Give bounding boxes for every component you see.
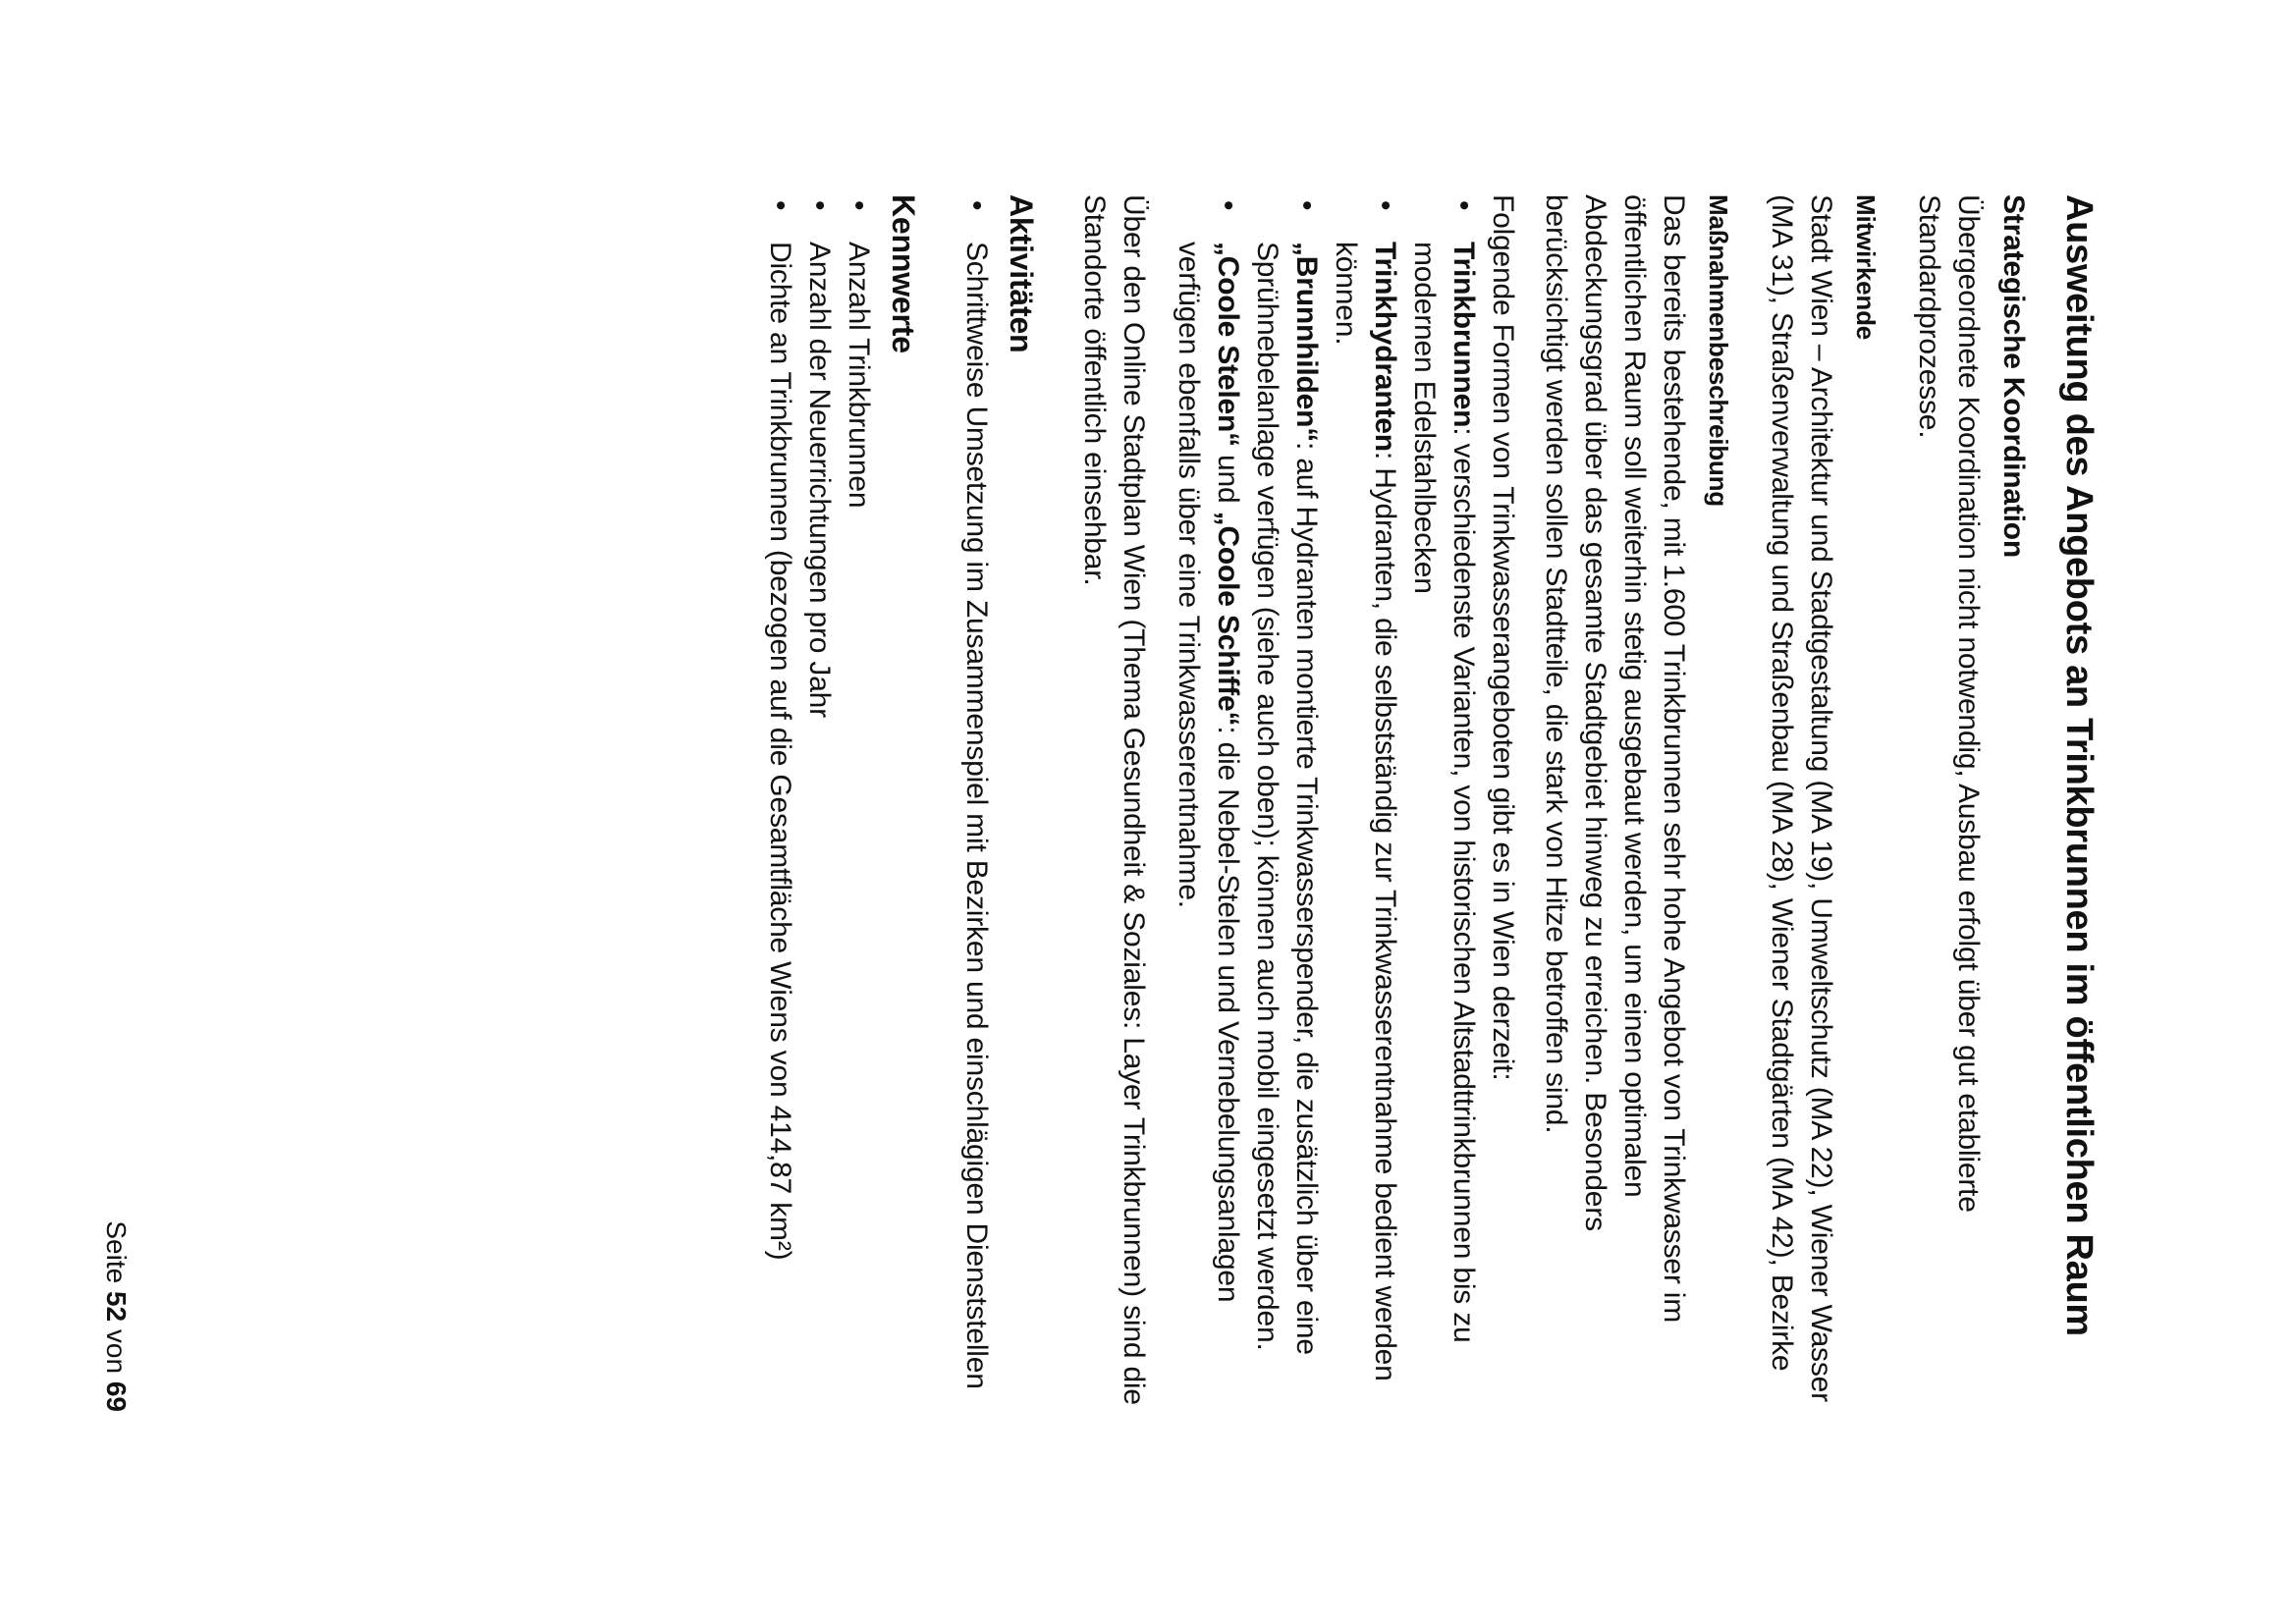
item-term: Trinkbrunnen [1447,242,1480,428]
item-text: Anzahl der Neuerrichtungen pro Jahr [803,242,836,718]
list-item [1404,194,1483,1412]
participants-heading: Mitwirkende [1851,194,1881,341]
bullet-icon: • [764,200,796,211]
item-text: : die Nebel-Stelen und Vernebelungsanlagen verfügen ebenfalls über eine Trinkwasserentnahme. [1173,242,1244,1303]
item-text: : verschiedenste Varianten, von historischen Altstadttrinkbrunnen bis zu modernen Edelstahlbecken [1408,242,1480,1343]
kpis-list [760,194,878,1412]
item-text: Dichte an Trinkbrunnen (bezogen auf die Gesamtfläche Wiens von 414,87 km²) [764,242,796,1261]
page-content [744,194,2102,1412]
item-connector: und [1212,446,1244,512]
list-item [1326,194,1404,1412]
footer-total-pages: 69 [101,1380,132,1412]
list-item [760,194,799,1412]
list-item [799,194,839,1412]
item-term: „Brunnhilden“ [1290,242,1323,443]
activities-list [956,194,996,1412]
item-term: „Coole Stelen“ [1212,242,1244,447]
measure-intro: Folgende Formen von Trinkwasserangeboten gibt es in Wien derzeit: [1487,194,1519,1081]
footer-mid: von [101,1322,132,1381]
bullet-icon: • [1447,200,1480,211]
bullet-icon: • [1290,200,1323,211]
strategic-text: Übergeordnete Koordination nicht notwendig, Ausbau erfolgt über gut etablierte Standardprozesse. [1913,194,1985,1213]
page-title: Ausweitung des Angebots an Trinkbrunnen im öffentlichen Raum [2058,194,2100,1336]
item-text: Schrittweise Umsetzung im Zusammenspiel mit Bezirken und einschlägigen Dienststellen [960,242,993,1389]
item-text: Anzahl Trinkbrunnen [843,242,875,509]
page-footer [98,0,134,1412]
strategic-heading: Strategische Koordination [1997,194,2030,559]
measure-outro: Über den Online Stadtplan Wien (Thema Gesundheit & Soziales: Layer Trinkbrunnen) sind die Standorte öffentlich einsehbar. [1078,194,1150,1405]
item-text: : auf Hydranten montierte Trinkwasserspender, die zusätzlich über eine Sprühnebelanlage verfügen (siehe auch oben); können auch mobil eingesetzt werden. [1251,242,1323,1355]
list-item [1247,194,1326,1412]
footer-prefix: Seite [101,1220,132,1291]
measure-heading: Maßnahmenbeschreibung [1704,194,1733,507]
item-text: : Hydranten, die selbstständig zur Trinkwasserentnahme bedient werden können. [1330,242,1401,1381]
bullet-icon: • [803,200,836,211]
kpis-heading: Kennwerte [886,194,921,353]
item-term: Trinkhydranten [1369,242,1401,452]
list-item [839,194,878,1412]
footer-page-number: 52 [101,1290,132,1323]
participants-text: Stadt Wien – Architektur und Stadtgestaltung (MA 19), Umweltschutz (MA 22), Wiener Wasser (MA 31), Straßenverwaltung und Straßenbau (MA 28), Wiener Stadtgärten (MA 42), Bezirke [1766,194,1837,1402]
bullet-icon: • [960,200,993,211]
list-item [1169,194,1247,1412]
activities-heading: Aktivitäten [1004,194,1039,353]
measure-list [1169,194,1483,1412]
list-item [956,194,996,1412]
item-term-2: „Coole Schiffe“ [1212,511,1244,727]
bullet-icon: • [1369,200,1401,211]
bullet-icon: • [1212,200,1244,211]
bullet-icon: • [843,200,875,211]
measure-text: Das bereits bestehende, mit 1.600 Trinkbrunnen sehr hohe Angebot von Trinkwasser im öffentlichen Raum soll weiterhin stetig ausgebaut werden, um einen optimalen Abdeckungsgrad über das gesamte Stadtgebiet hinweg zu erreichen. Besonders berücksichtigt werden sollen Stadtteile, die stark von Hitze betroffen sind. [1540,194,1690,1324]
